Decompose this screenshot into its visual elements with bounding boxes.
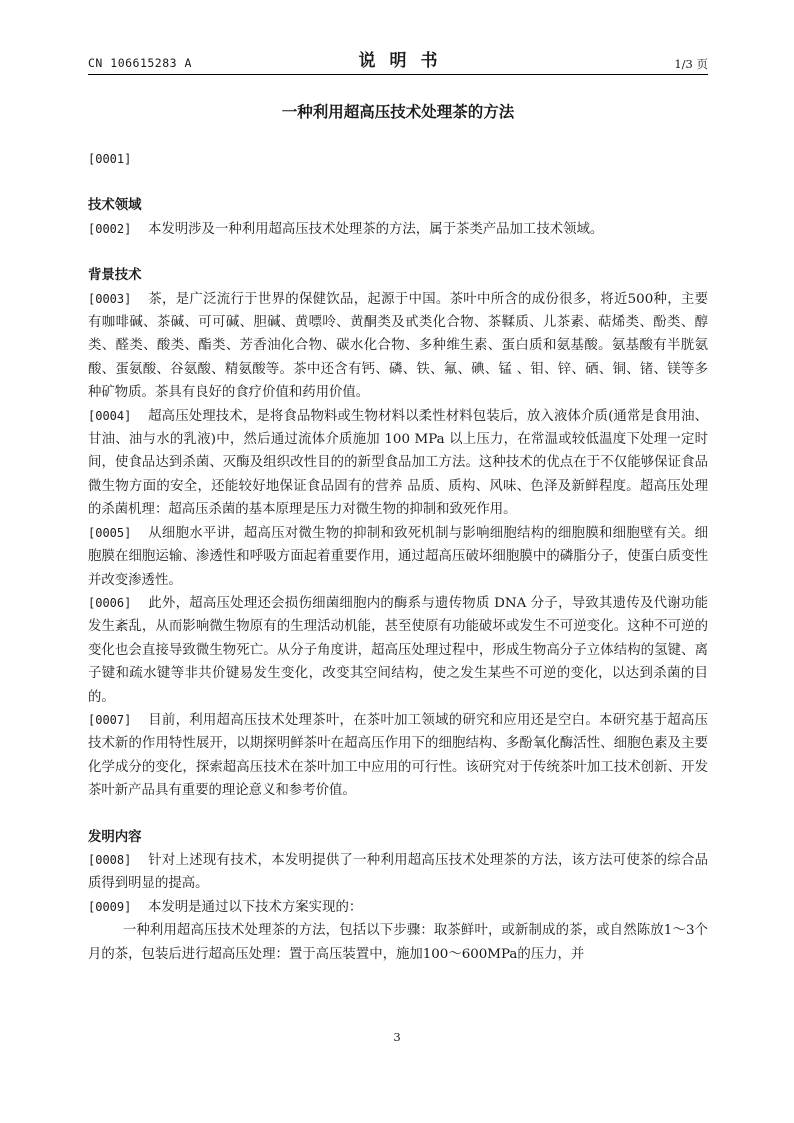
header-divider (88, 74, 708, 75)
section-heading-tech-field: 技术领域 (88, 198, 142, 214)
page-header (88, 44, 708, 74)
document-body (88, 148, 708, 966)
paragraph (88, 288, 708, 405)
paragraph-text: 超高压处理技术，是将食品物料或生物材料以柔性材料包装后，放入液体介质(通常是食用油、甘油、油与水的乳液)中，然后通过流体介质施加 100 MPa 以上压力，在常温或较低温度下处理一定时间，使食品达到杀菌、灭酶及组织改性目的的新型食品加工方法。这种技术的优点在于不仅能够保证食品微生物方面的安全，还能较好地保证食品固有的营养 品质、质构、风味、色泽及新鲜程度。超高压处理的杀菌机理：超高压杀菌的基本原理是压力对微生物的抑制和致死作用。 (88, 408, 708, 518)
paragraph-tag: [0005] (88, 525, 132, 540)
paragraph (88, 709, 708, 803)
document-type: 说明书 (358, 51, 452, 71)
paragraph (88, 522, 708, 592)
paragraph-tag: [0001] (88, 152, 132, 166)
paragraph-text: 从细胞水平讲，超高压对微生物的抑制和致死机制与影响细胞结构的细胞膜和细胞壁有关。细胞膜在细胞运输、渗透性和呼吸方面起着重要作用，通过超高压破坏细胞膜中的磷脂分子，使蛋白质变性并改变渗透性。 (88, 525, 708, 588)
document-title: 一种利用超高压技术处理茶的方法 (281, 102, 515, 121)
paragraph-0001 (88, 148, 708, 171)
paragraph-text: 一种利用超高压技术处理茶的方法，包括以下步骤：取茶鲜叶，或新制成的茶，或自然陈放1～3个月的茶，包装后进行超高压处理：置于高压装置中，施加100～600MPa的压力，并 (88, 923, 708, 962)
paragraph-text: 针对上述现有技术，本发明提供了一种利用超高压技术处理茶的方法，该方法可使茶的综合品质得到明显的提高。 (88, 852, 708, 892)
page-info: 1/3 页 (674, 57, 708, 71)
page-number: 3 (393, 1030, 401, 1044)
paragraph (88, 896, 708, 919)
paragraph (88, 849, 708, 896)
paragraph-tag: [0002] (88, 221, 132, 236)
paragraph-text: 本发明是通过以下技术方案实现的： (148, 899, 363, 915)
paragraph-text: 目前，利用超高压技术处理茶叶，在茶叶加工领域的研究和应用还是空白。本研究基于超高压技术新的作用特性展开，以期探明鲜茶叶在超高压作用下的细胞结构、多酚氧化酶活性、细胞色素及主要化学成分的变化，探索超高压技术在茶叶加工中应用的可行性。该研究对于传统茶叶加工技术创新、开发茶叶新产品具有重要的理论意义和参考价值。 (88, 712, 708, 799)
paragraph (88, 592, 708, 709)
publication-number: CN 106615283 A (88, 56, 192, 70)
paragraph-tag: [0006] (88, 595, 132, 610)
paragraph-tag: [0003] (88, 291, 132, 306)
paragraph-text: 茶，是广泛流行于世界的保健饮品，起源于中国。茶叶中所含的成份很多，将近500种，主要有咖啡碱、茶碱、可可碱、胆碱、黄嘌呤、黄酮类及甙类化合物、茶鞣质、儿茶素、萜烯类、酚类、醇类、醛类、酸类、酯类、芳香油化合物、碳水化合物、多种维生素、蛋白质和氨基酸。氨基酸有半胱氨酸、蛋氨酸、谷氨酸、精氨酸等。茶中还含有钙、磷、铁、氟、碘、锰 、钼、锌、硒、铜、锗、镁等多种矿物质。茶具有良好的食疗价值和药用价值。 (88, 291, 708, 401)
paragraph (88, 405, 708, 522)
paragraph-text: 此外，超高压处理还会损伤细菌细胞内的酶系与遗传物质 DNA 分子，导致其遗传及代谢功能发生紊乱，从而影响微生物原有的生理活动机能，甚至使原有功能破坏或发生不可逆变化。这种不可逆的变化也会直接导致微生物死亡。从分子角度讲，超高压处理过程中，形成生物高分子立体结构的氢键、离子键和疏水键等非共价键易发生变化，改变其空间结构，使之发生某些不可逆的变化，以达到杀菌的目的。 (88, 595, 708, 705)
paragraph (88, 218, 708, 241)
paragraph-tag: [0009] (88, 899, 132, 914)
paragraph-text: 本发明涉及一种利用超高压技术处理茶的方法，属于茶类产品加工技术领域。 (148, 221, 604, 237)
paragraph-tag: [0004] (88, 408, 132, 423)
section-heading-invention: 发明内容 (88, 829, 142, 845)
paragraph-continuation (88, 919, 708, 966)
paragraph-tag: [0007] (88, 712, 132, 727)
section-heading-background: 背景技术 (88, 268, 142, 284)
paragraph-tag: [0008] (88, 852, 132, 867)
